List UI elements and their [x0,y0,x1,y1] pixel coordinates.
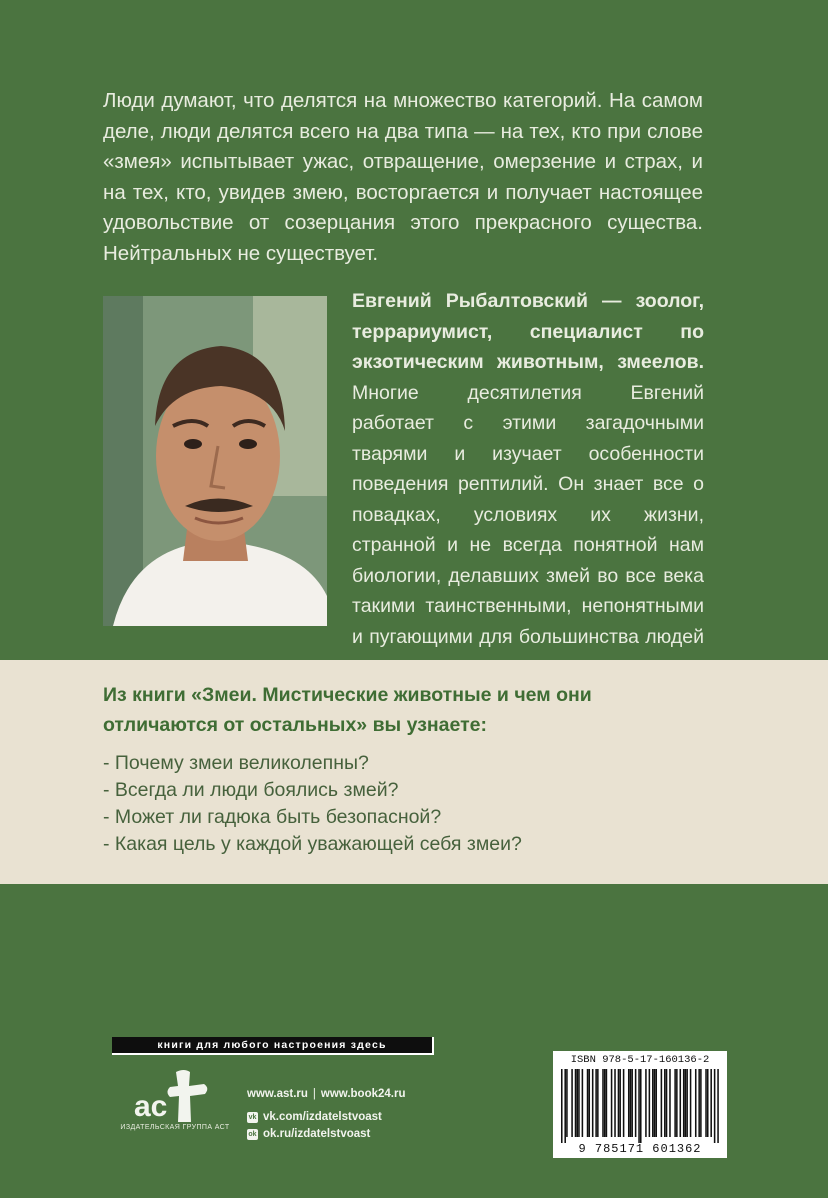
barcode-bar [619,1069,621,1137]
isbn-barcode [553,1051,727,1158]
barcode-icon [561,1069,719,1143]
barcode-bar [640,1069,642,1143]
vk-icon: vk [248,1114,257,1121]
barcode-bar [707,1069,709,1137]
tagline: книги для любого настроения здесь [112,1037,432,1053]
barcode-bar [700,1069,702,1137]
barcode-bar [674,1069,676,1137]
author-bio-text: Многие десятилетия Евгений работает с этими загадочными тварями и изучает особенности поведения рептилий. Он знает все о повадках, условиях их жизни, странной и не всегда понятной нам биологии, делавших змей во все века такими таинственными, непонятными и пугающими для большинства людей [352,381,704,648]
ok-link[interactable]: ok.ru/izdatelstvoast [263,1128,371,1140]
barcode-bar [571,1069,573,1137]
barcode-bar [588,1069,590,1137]
barcode-bar [649,1069,651,1137]
list-item: - Может ли гадюка быть безопасной? [103,806,442,828]
barcode-bar [635,1069,637,1137]
link-separator: | [312,1088,316,1100]
intro-paragraph: Люди думают, что делятся на множество категорий. На самом деле, люди делятся всего на два типа — на тех, кто при слове «змея» испытывает ужас, отвращение, омерзение и страх, и на тех, кто, увидев змею, восторгается и получает настоящее удовольствие от созерцания этого прекрасного существа. Нейтральных не существует. [103,89,703,265]
barcode-bar [578,1069,580,1137]
isbn-number: ISBN 978-5-17-160136-2 [570,1054,710,1066]
barcode-bar [695,1069,697,1137]
question-list [103,750,723,858]
barcode-bar [595,1069,597,1137]
author-bio [352,286,704,683]
ast-logo-icon [112,1066,230,1126]
list-item: - Какая цель у каждой уважающей себя змеи? [103,833,522,855]
barcode-bar [618,1069,620,1137]
vk-link[interactable]: vk.com/izdatelstvoast [263,1111,382,1123]
publisher-name: ИЗДАТЕЛЬСКАЯ ГРУППА АСТ [120,1124,230,1131]
barcode-bar [575,1069,577,1137]
barcode-bar [705,1069,707,1137]
barcode-bar [582,1069,584,1137]
list-item: - Почему змеи великолепны? [103,752,369,774]
barcode-bar [604,1069,606,1137]
barcode-bar [676,1069,678,1137]
barcode-bar [686,1069,688,1137]
vk-row [247,1109,405,1126]
barcode-bar [655,1069,657,1137]
site-ast-link[interactable]: www.ast.ru [247,1088,308,1100]
svg-text:ac: ac [134,1090,168,1123]
barcode-bar [606,1069,608,1137]
barcode-bar [631,1069,633,1137]
barcode-bar [666,1069,668,1137]
barcode-bar [664,1069,666,1137]
book-info-heading: Из книги «Змеи. Мистические животные и чем они отличаются от остальных» вы узнаете: [103,684,592,736]
barcode-bar [714,1069,716,1143]
barcode-bar [576,1069,578,1137]
barcode-bar [623,1069,625,1137]
barcode-bar [614,1069,616,1137]
barcode-bar [683,1069,685,1137]
barcode-bars [561,1069,719,1143]
barcode-bar [680,1069,682,1137]
barcode-bar [717,1069,719,1143]
barcode-bar [669,1069,671,1137]
list-item: - Всегда ли люди боялись змей? [103,779,399,801]
ok-row [247,1126,405,1143]
barcode-bar [564,1069,566,1143]
site-book24-link[interactable]: www.book24.ru [320,1088,406,1100]
barcode-bar [602,1069,604,1137]
barcode-bar [638,1069,640,1143]
barcode-bar [566,1069,568,1137]
author-portrait-icon [103,296,327,626]
barcode-bar [611,1069,613,1137]
barcode-bar [652,1069,654,1137]
barcode-bar [690,1069,692,1137]
barcode-bar [630,1069,632,1137]
barcode-bar [597,1069,599,1137]
ok-icon: ok [248,1131,257,1138]
barcode-bar [645,1069,647,1137]
barcode-bar [661,1069,663,1137]
websites-row [247,1086,405,1103]
barcode-digits: 9 785171 601362 [578,1142,702,1156]
barcode-bar [561,1069,563,1143]
publisher-links [247,1086,405,1143]
barcode-bar [628,1069,630,1137]
barcode-bar [685,1069,687,1137]
author-name: Евгений Рыбалтовский — зоолог, террариумист, специалист по экзотическим животным, змеелов. [352,290,704,373]
barcode-bar [698,1069,700,1137]
author-photo [103,296,327,626]
barcode-bar [654,1069,656,1137]
barcode-bar [710,1069,712,1137]
barcode-bar [587,1069,589,1137]
barcode-bar [592,1069,594,1137]
